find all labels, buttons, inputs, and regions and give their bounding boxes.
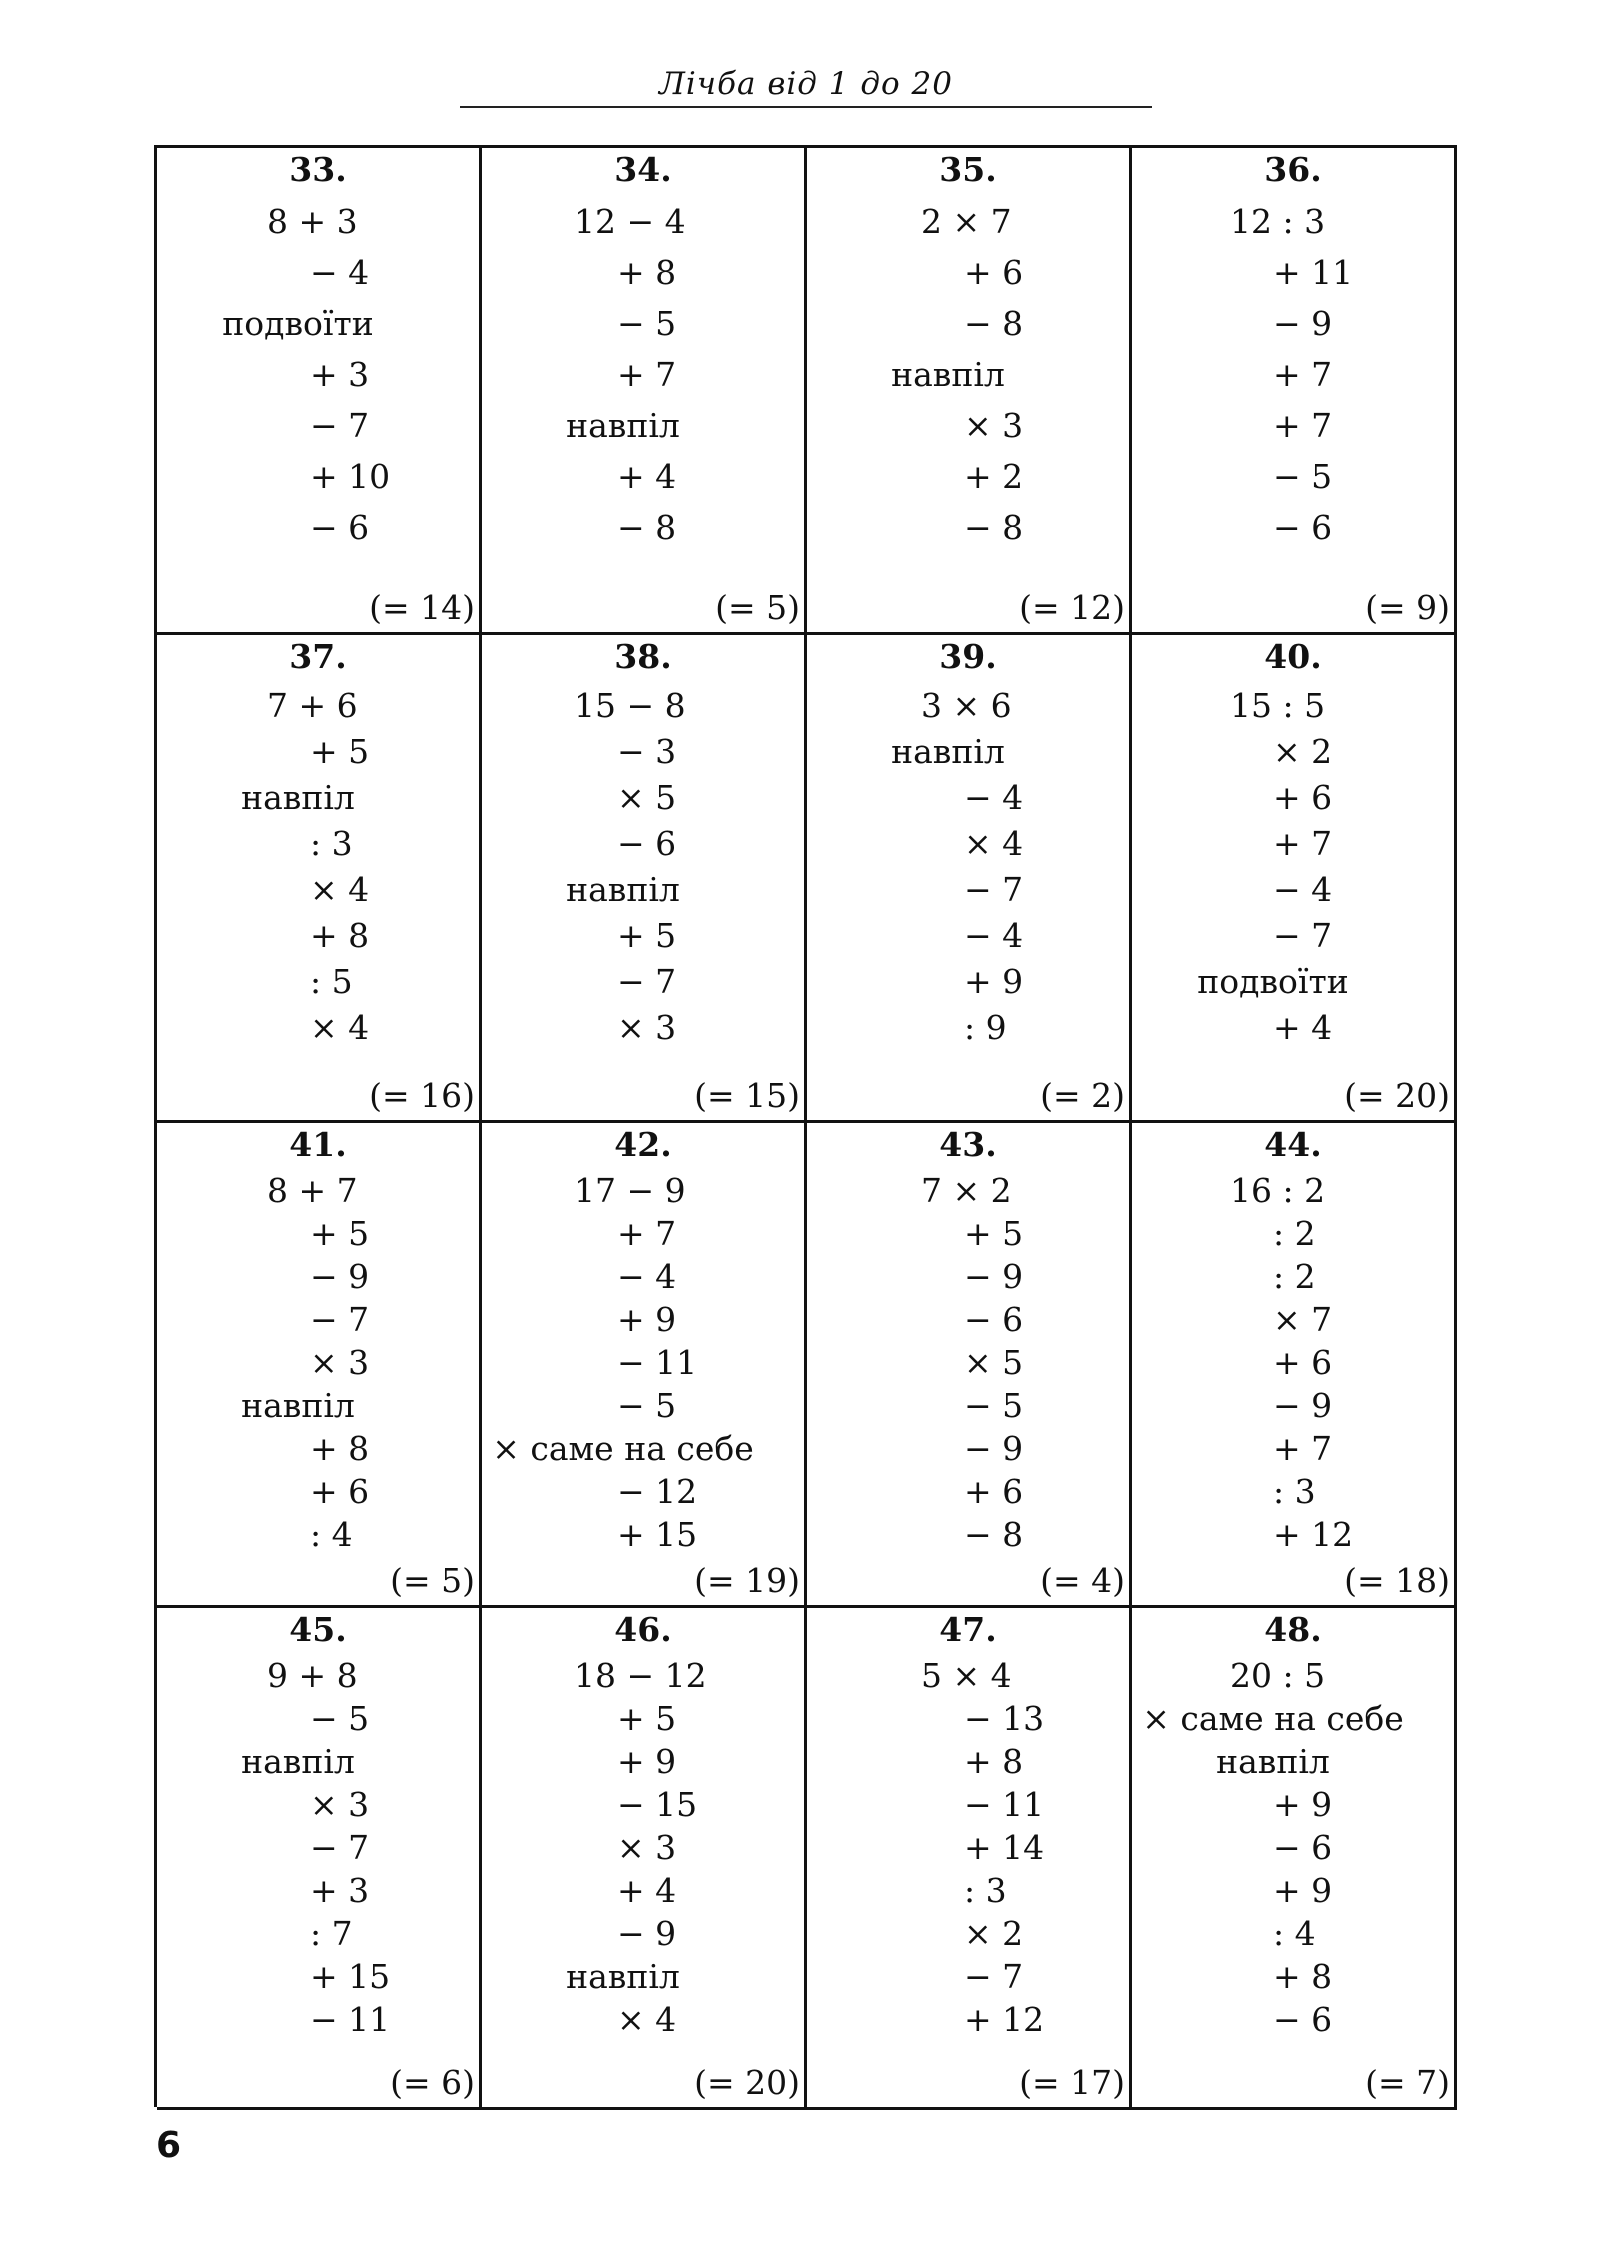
exercise-step: − 5 [964, 1386, 1024, 1426]
exercise-number: 33. [289, 150, 347, 189]
exercise-step: + 15 [617, 1515, 698, 1555]
exercise-steps [1132, 1654, 1454, 2066]
exercise-step: + 5 [617, 1699, 677, 1739]
exercise-steps [482, 196, 804, 591]
exercise-step: − 3 [617, 732, 677, 772]
exercise-number: 47. [939, 1610, 997, 1649]
exercise-step: навпіл [241, 778, 355, 818]
exercise-step: : 2 [1273, 1257, 1316, 1297]
exercise-answer: (= 15) [694, 1076, 800, 1115]
exercise-step: + 4 [1273, 1008, 1333, 1048]
exercise-step: + 15 [310, 1957, 391, 1997]
exercise-start-expression: 16 : 2 [1230, 1171, 1326, 1211]
exercise-step: + 7 [1273, 355, 1333, 395]
exercise-step: − 9 [1273, 1386, 1333, 1426]
exercise-step: × 5 [964, 1343, 1024, 1383]
exercise-start-expression: 5 × 4 [921, 1656, 1012, 1696]
exercise-start-expression: 8 + 3 [267, 202, 358, 242]
exercise-steps [482, 683, 804, 1079]
exercise-start-expression: 7 × 2 [921, 1171, 1012, 1211]
exercise-step: − 9 [310, 1257, 370, 1297]
exercise-step: навпіл [241, 1742, 355, 1782]
exercise-step: − 4 [1273, 870, 1333, 910]
exercise-number: 37. [289, 637, 347, 676]
exercise-answer: (= 5) [390, 1561, 475, 1600]
exercise-step: + 2 [964, 457, 1024, 497]
exercise-step: − 6 [310, 508, 370, 548]
exercise-number: 38. [614, 637, 672, 676]
exercise-step: − 6 [617, 824, 677, 864]
exercise-step: − 7 [964, 1957, 1024, 1997]
exercise-step: × 4 [964, 824, 1024, 864]
exercise-step: − 11 [617, 1343, 698, 1383]
exercise-answer: (= 7) [1365, 2063, 1450, 2102]
exercise-cell [1132, 1608, 1457, 2110]
exercise-answer: (= 6) [390, 2063, 475, 2102]
exercise-step: × 4 [617, 2000, 677, 2040]
exercise-step: − 4 [310, 253, 370, 293]
exercise-answer: (= 14) [369, 588, 475, 627]
exercise-step: − 9 [617, 1914, 677, 1954]
exercise-step: − 8 [964, 1515, 1024, 1555]
exercise-steps [157, 683, 479, 1079]
exercise-step: + 9 [1273, 1785, 1333, 1825]
exercise-step: − 4 [617, 1257, 677, 1297]
exercise-step: − 7 [617, 962, 677, 1002]
exercise-step: + 10 [310, 457, 391, 497]
exercise-cell [807, 635, 1132, 1123]
exercise-cell [157, 1608, 482, 2110]
exercise-steps [1132, 683, 1454, 1079]
exercise-number: 42. [614, 1125, 672, 1164]
exercise-start-expression: 8 + 7 [267, 1171, 358, 1211]
exercise-step: − 9 [1273, 304, 1333, 344]
exercise-start-expression: 20 : 5 [1230, 1656, 1326, 1696]
exercise-step: : 3 [964, 1871, 1007, 1911]
exercise-steps [157, 1169, 479, 1564]
exercise-start-expression: 12 : 3 [1230, 202, 1326, 242]
exercise-step: − 12 [617, 1472, 698, 1512]
exercise-step: + 5 [310, 1214, 370, 1254]
exercise-step: навпіл [891, 732, 1005, 772]
exercise-step: : 3 [1273, 1472, 1316, 1512]
exercise-step: : 4 [1273, 1914, 1316, 1954]
exercise-grid [154, 145, 1457, 2107]
exercise-cell [1132, 148, 1457, 635]
exercise-number: 44. [1264, 1125, 1322, 1164]
exercise-step: − 6 [964, 1300, 1024, 1340]
exercise-step: × 4 [310, 1008, 370, 1048]
exercise-step: × 2 [1273, 732, 1333, 772]
exercise-steps [807, 196, 1129, 591]
exercise-step: : 7 [310, 1914, 353, 1954]
exercise-step: навпіл [566, 1957, 680, 1997]
exercise-step: навпіл [566, 870, 680, 910]
exercise-step: − 7 [310, 406, 370, 446]
exercise-step: − 6 [1273, 2000, 1333, 2040]
header-rule [460, 106, 1152, 108]
exercise-answer: (= 18) [1344, 1561, 1450, 1600]
exercise-step: − 8 [617, 508, 677, 548]
exercise-cell [482, 1608, 807, 2110]
exercise-step: − 5 [617, 304, 677, 344]
exercise-step: − 9 [964, 1429, 1024, 1469]
exercise-start-expression: 7 + 6 [267, 686, 358, 726]
exercise-answer: (= 9) [1365, 588, 1450, 627]
exercise-steps [482, 1169, 804, 1564]
exercise-step: − 5 [1273, 457, 1333, 497]
exercise-step: + 12 [1273, 1515, 1354, 1555]
exercise-start-expression: 18 − 12 [574, 1656, 707, 1696]
exercise-answer: (= 16) [369, 1076, 475, 1115]
exercise-step: − 5 [310, 1699, 370, 1739]
exercise-step: − 11 [964, 1785, 1045, 1825]
exercise-step: + 11 [1273, 253, 1354, 293]
exercise-step: + 6 [1273, 778, 1333, 818]
exercise-answer: (= 5) [715, 588, 800, 627]
exercise-step: − 7 [310, 1300, 370, 1340]
exercise-number: 34. [614, 150, 672, 189]
exercise-number: 36. [1264, 150, 1322, 189]
exercise-cell [157, 635, 482, 1123]
exercise-step: + 4 [617, 1871, 677, 1911]
exercise-step: − 11 [310, 2000, 391, 2040]
exercise-step: − 15 [617, 1785, 698, 1825]
exercise-cell [807, 1123, 1132, 1608]
exercise-step: + 5 [617, 916, 677, 956]
exercise-answer: (= 20) [694, 2063, 800, 2102]
exercise-steps [1132, 196, 1454, 591]
exercise-steps [807, 1169, 1129, 1564]
exercise-step: : 9 [964, 1008, 1007, 1048]
exercise-step: подвоїти [1197, 962, 1349, 1002]
exercise-number: 35. [939, 150, 997, 189]
exercise-step: навпіл [241, 1386, 355, 1426]
exercise-step: навпіл [566, 406, 680, 446]
exercise-step: − 8 [964, 508, 1024, 548]
exercise-cell [157, 1123, 482, 1608]
exercise-step: × 3 [617, 1008, 677, 1048]
exercise-step: + 7 [1273, 1429, 1333, 1469]
exercise-cell [482, 635, 807, 1123]
exercise-step: + 8 [310, 1429, 370, 1469]
exercise-step: + 7 [1273, 824, 1333, 864]
exercise-step: + 9 [964, 962, 1024, 1002]
exercise-step: + 4 [617, 457, 677, 497]
exercise-step: + 6 [964, 1472, 1024, 1512]
exercise-step: − 5 [617, 1386, 677, 1426]
exercise-step: + 12 [964, 2000, 1045, 2040]
exercise-start-expression: 9 + 8 [267, 1656, 358, 1696]
exercise-step: + 7 [617, 355, 677, 395]
page-number: 6 [156, 2125, 182, 2166]
exercise-step: − 6 [1273, 508, 1333, 548]
exercise-step: : 3 [310, 824, 353, 864]
exercise-step: × саме на себе [1142, 1699, 1404, 1739]
exercise-step: подвоїти [222, 304, 374, 344]
exercise-start-expression: 17 − 9 [574, 1171, 686, 1211]
exercise-answer: (= 17) [1019, 2063, 1125, 2102]
exercise-step: + 5 [310, 732, 370, 772]
exercise-step: + 8 [617, 253, 677, 293]
exercise-step: : 5 [310, 962, 353, 1002]
exercise-step: + 9 [1273, 1871, 1333, 1911]
exercise-step: × 2 [964, 1914, 1024, 1954]
exercise-step: навпіл [1216, 1742, 1330, 1782]
exercise-cell [482, 1123, 807, 1608]
exercise-step: + 6 [1273, 1343, 1333, 1383]
exercise-steps [1132, 1169, 1454, 1564]
exercise-cell [807, 1608, 1132, 2110]
exercise-step: + 9 [617, 1300, 677, 1340]
exercise-number: 48. [1264, 1610, 1322, 1649]
exercise-step: − 7 [964, 870, 1024, 910]
exercise-step: + 5 [964, 1214, 1024, 1254]
exercise-step: − 4 [964, 916, 1024, 956]
exercise-step: × 4 [310, 870, 370, 910]
exercise-step: × 5 [617, 778, 677, 818]
exercise-number: 41. [289, 1125, 347, 1164]
exercise-steps [157, 1654, 479, 2066]
exercise-number: 46. [614, 1610, 672, 1649]
exercise-step: − 13 [964, 1699, 1045, 1739]
exercise-cell [482, 148, 807, 635]
exercise-answer: (= 20) [1344, 1076, 1450, 1115]
exercise-cell [157, 148, 482, 635]
exercise-step: + 8 [964, 1742, 1024, 1782]
exercise-answer: (= 19) [694, 1561, 800, 1600]
exercise-step: + 3 [310, 355, 370, 395]
exercise-step: − 7 [1273, 916, 1333, 956]
exercise-step: : 4 [310, 1515, 353, 1555]
exercise-step: − 8 [964, 304, 1024, 344]
exercise-start-expression: 12 − 4 [574, 202, 686, 242]
exercise-step: : 2 [1273, 1214, 1316, 1254]
exercise-step: + 7 [617, 1214, 677, 1254]
exercise-step: − 7 [310, 1828, 370, 1868]
exercise-step: + 8 [310, 916, 370, 956]
page-header-title: Лічба від 1 до 20 [659, 66, 953, 102]
exercise-number: 43. [939, 1125, 997, 1164]
exercise-cell [807, 148, 1132, 635]
exercise-number: 39. [939, 637, 997, 676]
exercise-steps [157, 196, 479, 591]
exercise-step: × 7 [1273, 1300, 1333, 1340]
exercise-step: + 3 [310, 1871, 370, 1911]
exercise-step: навпіл [891, 355, 1005, 395]
exercise-step: − 6 [1273, 1828, 1333, 1868]
exercise-step: − 9 [964, 1257, 1024, 1297]
exercise-step: × 3 [617, 1828, 677, 1868]
exercise-step: × 3 [310, 1343, 370, 1383]
exercise-step: − 4 [964, 778, 1024, 818]
exercise-number: 40. [1264, 637, 1322, 676]
exercise-start-expression: 15 : 5 [1230, 686, 1326, 726]
exercise-step: + 6 [964, 253, 1024, 293]
exercise-step: × саме на себе [492, 1429, 754, 1469]
exercise-start-expression: 2 × 7 [921, 202, 1012, 242]
exercise-step: + 14 [964, 1828, 1045, 1868]
exercise-step: × 3 [964, 406, 1024, 446]
exercise-start-expression: 3 × 6 [921, 686, 1012, 726]
exercise-steps [807, 1654, 1129, 2066]
exercise-step: + 9 [617, 1742, 677, 1782]
exercise-cell [1132, 635, 1457, 1123]
exercise-answer: (= 2) [1040, 1076, 1125, 1115]
exercise-steps [807, 683, 1129, 1079]
exercise-steps [482, 1654, 804, 2066]
exercise-answer: (= 4) [1040, 1561, 1125, 1600]
exercise-number: 45. [289, 1610, 347, 1649]
exercise-cell [1132, 1123, 1457, 1608]
exercise-answer: (= 12) [1019, 588, 1125, 627]
exercise-step: + 6 [310, 1472, 370, 1512]
exercise-start-expression: 15 − 8 [574, 686, 686, 726]
exercise-step: + 8 [1273, 1957, 1333, 1997]
exercise-step: + 7 [1273, 406, 1333, 446]
exercise-step: × 3 [310, 1785, 370, 1825]
